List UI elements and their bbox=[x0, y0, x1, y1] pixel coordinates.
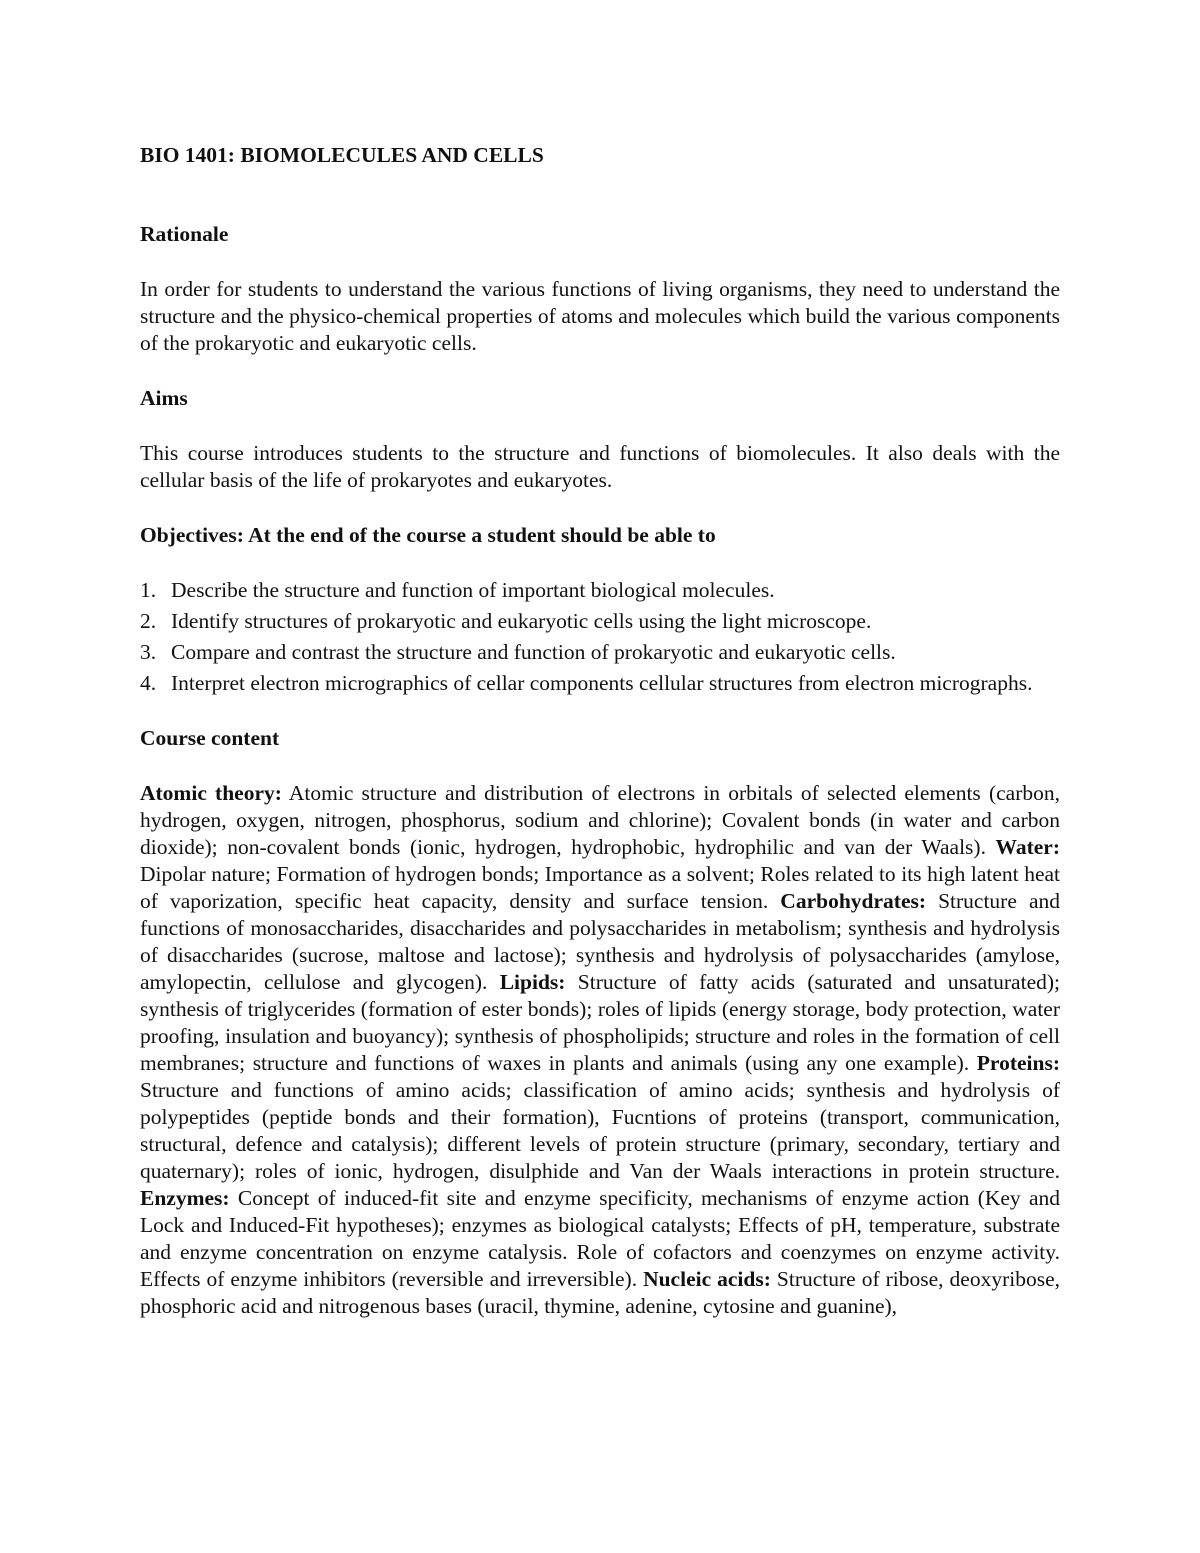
topic-text-proteins: Structure and functions of amino acids; classification of amino acids; synthesis and hydrolysis of polypeptides (peptide bonds and their formation), Fucntions of proteins (transport, communication, structural, defence and catalysis); different levels of protein structure (primary, secondary, tertiary and quaternary); roles of ionic, hydrogen, disulphide and Van der Waals interactions in protein structure. bbox=[140, 1078, 1060, 1183]
topic-text-water: Dipolar nature; Formation of hydrogen bonds; Importance as a solvent; Roles related to its high latent heat of vaporization, specific heat capacity, density and surface tension. bbox=[140, 862, 1060, 913]
objectives-list bbox=[140, 577, 1060, 697]
list-item-number: 4. bbox=[140, 671, 157, 695]
list-item bbox=[140, 577, 1060, 604]
topic-label-carbohydrates: Carbohydrates: bbox=[780, 889, 927, 913]
topic-text-enzymes: Concept of induced-fit site and enzyme specificity, mechanisms of enzyme action (Key and Lock and Induced-Fit hypotheses); enzymes as biological catalysts; Effects of pH, temperature, substrate and enzyme concentration on enzyme catalysis. Role of cofactors and coenzymes on enzyme activity. Effects of enzyme inhibitors (reversible and irreversible). bbox=[140, 1186, 1060, 1291]
topic-text-nucleic-acids: Structure of ribose, deoxyribose, phosphoric acid and nitrogenous bases (uracil, thymine, adenine, cytosine and guanine), bbox=[140, 1267, 1060, 1318]
rationale-heading: Rationale bbox=[140, 222, 229, 246]
topic-text-carbohydrates: Structure and functions of monosaccharides, disaccharides and polysaccharides in metabolism; synthesis and hydrolysis of disaccharides (sucrose, maltose and lactose); synthesis and hydrolysis of polysaccharides (amylose, amylopectin, cellulose and glycogen). bbox=[140, 889, 1060, 994]
list-item-text: Compare and contrast the structure and function of prokaryotic and eukaryotic cells. bbox=[171, 640, 896, 664]
topic-label-water: Water: bbox=[995, 835, 1060, 859]
aims-text: This course introduces students to the structure and functions of biomolecules. It also deals with the cellular basis of the life of prokaryotes and eukaryotes. bbox=[140, 441, 1060, 492]
topic-text-lipids: Structure of fatty acids (saturated and unsaturated); synthesis of triglycerides (formation of ester bonds); roles of lipids (energy storage, body protection, water proofing, insulation and buoyancy); synthesis of phospholipids; structure and roles in the formation of cell membranes; structure and functions of waxes in plants and animals (using any one example). bbox=[140, 970, 1060, 1075]
list-item-number: 1. bbox=[140, 578, 157, 602]
document-title: BIO 1401: BIOMOLECULES AND CELLS bbox=[140, 143, 544, 167]
topic-label-nucleic-acids: Nucleic acids: bbox=[643, 1267, 771, 1291]
list-item-number: 3. bbox=[140, 640, 157, 664]
list-item bbox=[140, 608, 1060, 635]
objectives-heading: Objectives: At the end of the course a student should be able to bbox=[140, 523, 716, 547]
course-content-text bbox=[140, 780, 1060, 1320]
topic-text-atomic-theory: Atomic structure and distribution of electrons in orbitals of selected elements (carbon, hydrogen, oxygen, nitrogen, phosphorus, sodium and chlorine); Covalent bonds (in water and carbon dioxide); non-covalent bonds (ionic, hydrogen, hydrophobic, hydrophilic and van der Waals). bbox=[140, 781, 1060, 859]
list-item-text: Describe the structure and function of important biological molecules. bbox=[171, 578, 775, 602]
course-content-heading: Course content bbox=[140, 726, 280, 750]
document-body bbox=[140, 142, 1060, 1320]
topic-label-atomic-theory: Atomic theory: bbox=[140, 781, 282, 805]
topic-label-proteins: Proteins: bbox=[976, 1051, 1060, 1075]
list-item-text: Identify structures of prokaryotic and eukaryotic cells using the light microscope. bbox=[171, 609, 872, 633]
list-item bbox=[140, 670, 1060, 697]
topic-label-enzymes: Enzymes: bbox=[140, 1186, 230, 1210]
aims-heading: Aims bbox=[140, 386, 188, 410]
topic-label-lipids: Lipids: bbox=[499, 970, 566, 994]
list-item-text: Interpret electron micrographics of cellar components cellular structures from electron micrographs. bbox=[171, 671, 1033, 695]
list-item bbox=[140, 639, 1060, 666]
rationale-text: In order for students to understand the various functions of living organisms, they need to understand the structure and the physico-chemical properties of atoms and molecules which build the various components of the prokaryotic and eukaryotic cells. bbox=[140, 277, 1060, 355]
list-item-number: 2. bbox=[140, 609, 157, 633]
